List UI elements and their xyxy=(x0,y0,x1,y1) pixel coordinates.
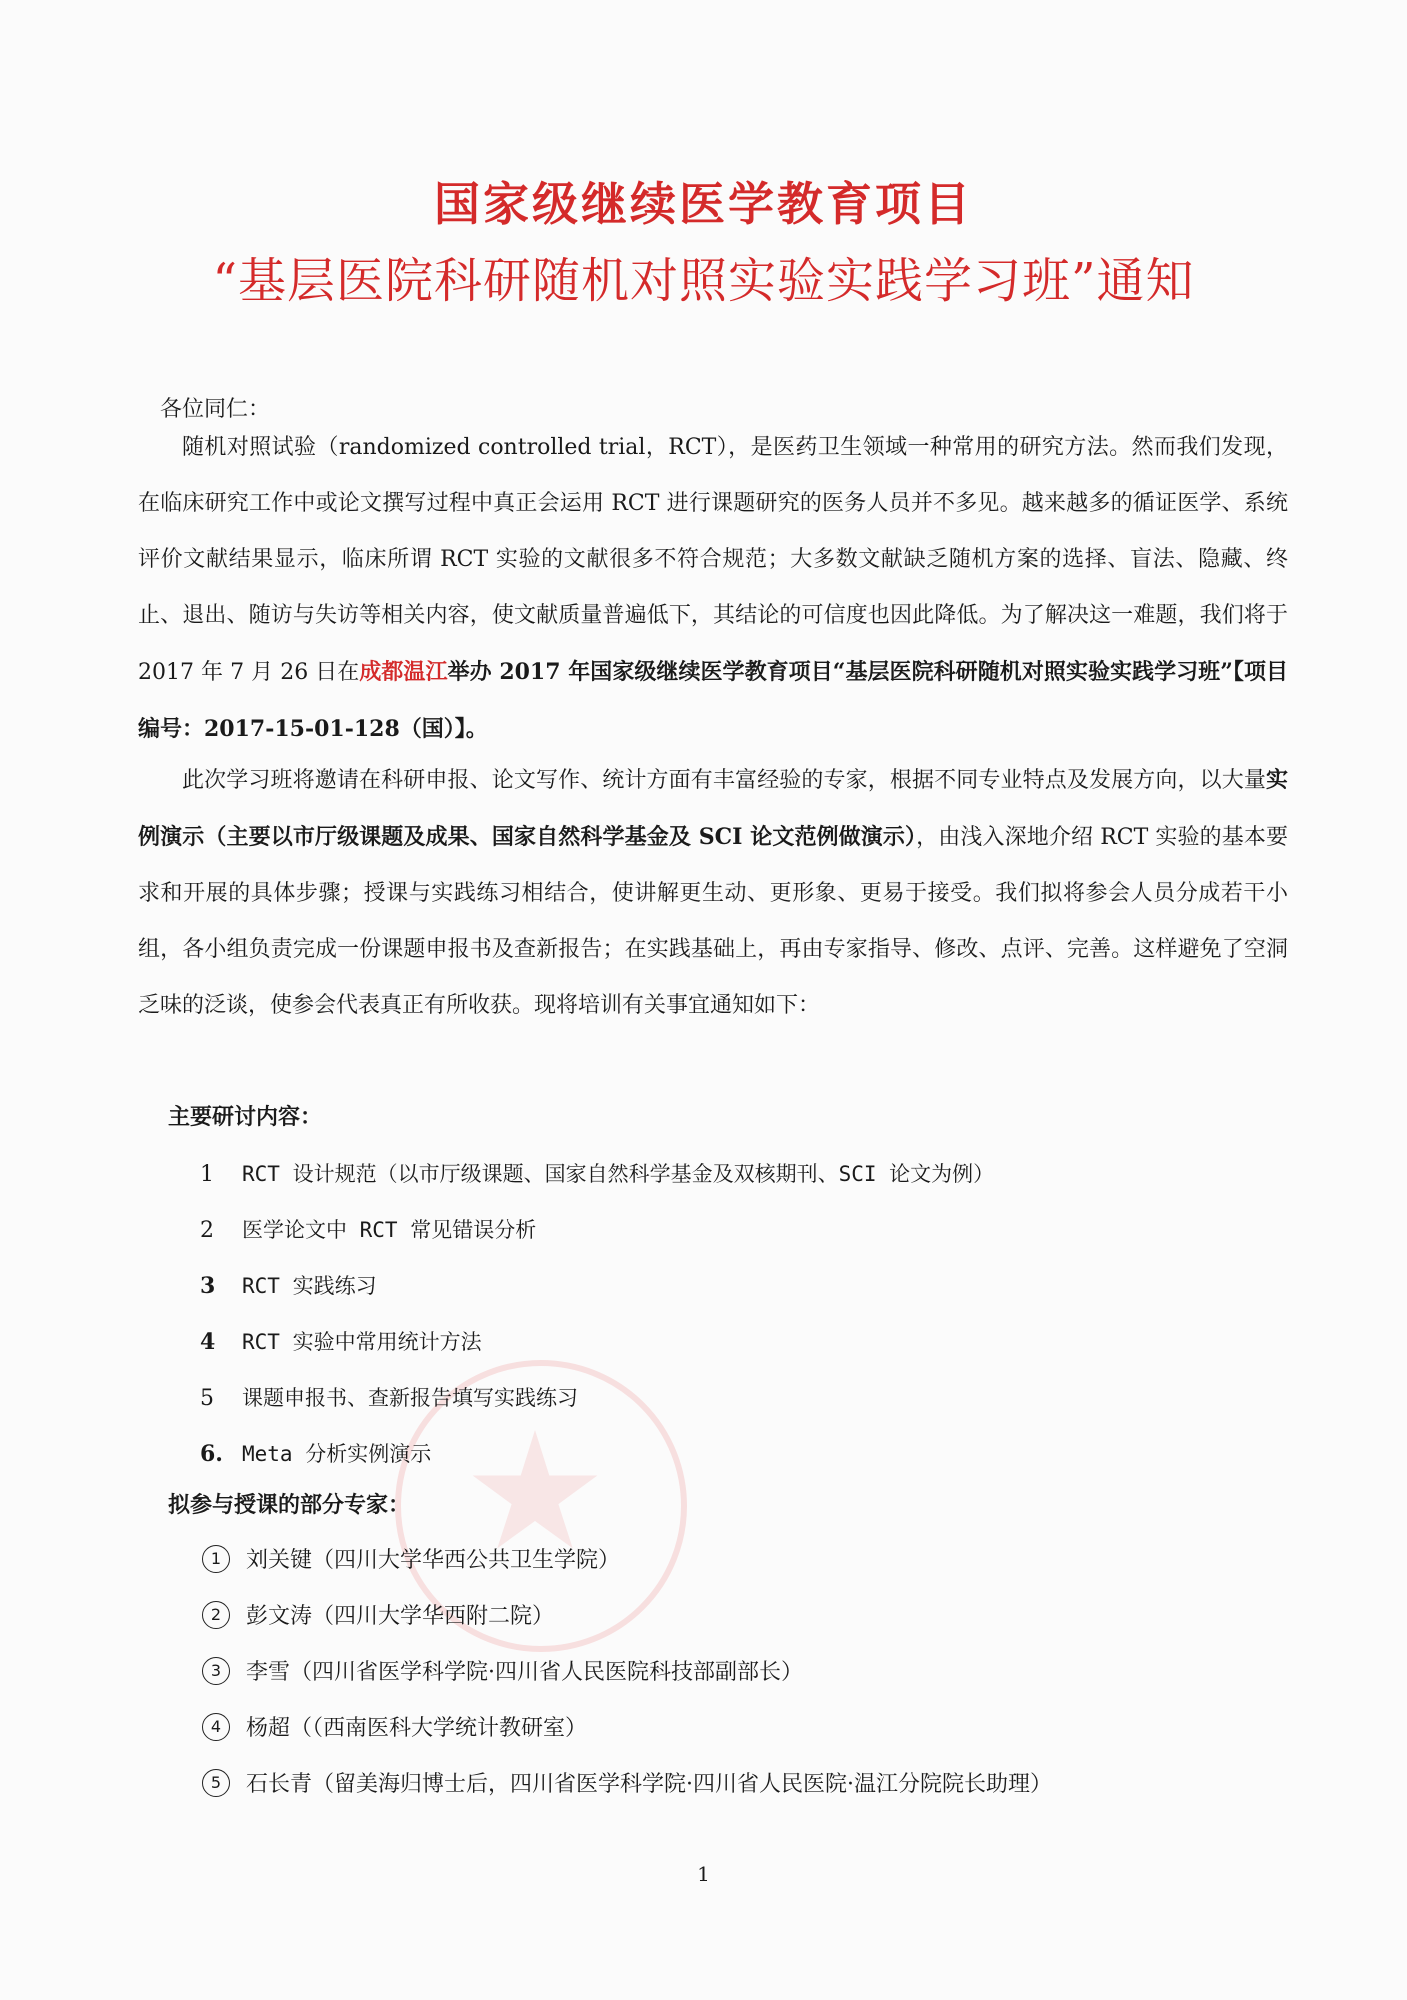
topic-number: 5 xyxy=(200,1386,214,1411)
expert-text: 杨超（（西南医科大学统计教研室） xyxy=(246,1716,588,1741)
description-text-1: 此次学习班将邀请在科研申报、论文写作、统计方面有丰富经验的专家，根据不同专业特点及发展方向，以大量 xyxy=(182,768,1266,793)
list-item xyxy=(200,1370,994,1426)
description-bold-text: 实例演示（主要以市厅级课题及成果、国家自然科学基金及 SCI 论文范例做演示） xyxy=(138,767,1288,850)
circled-number: 5 xyxy=(202,1769,230,1797)
document-subtitle: “基层医院科研随机对照实验实践学习班”通知 xyxy=(212,253,1195,309)
topic-text: 医学论文中 RCT 常见错误分析 xyxy=(242,1218,537,1242)
salutation: 各位同仁： xyxy=(160,397,271,422)
topics-list xyxy=(200,1146,994,1482)
topic-text: 课题申报书、查新报告填写实践练习 xyxy=(242,1386,578,1410)
expert-text: 彭文涛（四川大学华西附二院） xyxy=(246,1604,555,1629)
circled-number: 1 xyxy=(202,1545,230,1573)
list-item xyxy=(202,1533,1052,1589)
topic-number: 4 xyxy=(200,1329,216,1355)
topic-number: 6. xyxy=(200,1441,223,1467)
intro-text-2: 举办 2017 年国家级继续医学教育项目“基层医院科研随机对照实验实践学习班”【项目编号：2017-15-01-128（国）】。 xyxy=(138,659,1288,742)
topic-number: 2 xyxy=(200,1218,214,1243)
circled-number: 4 xyxy=(202,1713,230,1741)
topic-text: RCT 实验中常用统计方法 xyxy=(242,1330,482,1354)
description-paragraph xyxy=(138,752,1288,1034)
list-item xyxy=(202,1757,1052,1813)
intro-paragraph xyxy=(138,420,1288,758)
list-item xyxy=(202,1701,1052,1757)
description-text-2: ，由浅入深地介绍 RCT 实验的基本要求和开展的具体步骤；授课与实践练习相结合，使讲解更生动、更形象、更易于接受。我们拟将参会人员分成若干小组，各小组负责完成一份课题申报书及查新报告；在实践基础上，再由专家指导、修改、点评、完善。这样避免了空洞乏味的泛谈，使参会代表真正有所收获。现将培训有关事宜通知如下： xyxy=(138,825,1288,1018)
topic-number: 3 xyxy=(200,1273,216,1299)
intro-text-1: 随机对照试验（randomized controlled trial，RCT），是医药卫生领域一种常用的研究方法。然而我们发现，在临床研究工作中或论文撰写过程中真正会运用 RCT 进行课题研究的医务人员并不多见。越来越多的循证医学、系统评价文献结果显示，临床所谓 RCT 实验的文献很多不符合规范；大多数文献缺乏随机方案的选择、盲法、隐藏、终止、退出、随访与失访等相关内容，使文献质量普遍低下，其结论的可信度也因此降低。为了解决这一难题，我们将于 2017 年 7 月 26 日在 xyxy=(138,435,1288,685)
topic-text: Meta 分析实例演示 xyxy=(242,1442,432,1466)
event-location: 成都温江 xyxy=(359,659,448,685)
list-item xyxy=(200,1258,994,1314)
list-item xyxy=(200,1202,994,1258)
topic-text: RCT 设计规范（以市厅级课题、国家自然科学基金及双核期刊、SCI 论文为例） xyxy=(242,1162,995,1186)
expert-text: 石长青（留美海归博士后，四川省医学科学院·四川省人民医院·温江分院院长助理） xyxy=(246,1772,1052,1797)
list-item xyxy=(200,1146,994,1202)
expert-text: 李雪（四川省医学科学院·四川省人民医院科技部副部长） xyxy=(246,1660,803,1685)
experts-list xyxy=(202,1533,1052,1813)
list-item xyxy=(202,1645,1052,1701)
topics-heading: 主要研讨内容： xyxy=(168,1104,323,1130)
topic-text: RCT 实践练习 xyxy=(242,1274,377,1298)
list-item xyxy=(200,1314,994,1370)
expert-text: 刘关键（四川大学华西公共卫生学院） xyxy=(246,1548,621,1573)
topic-number: 1 xyxy=(200,1162,214,1187)
document-title: 国家级继续医学教育项目 xyxy=(434,177,973,231)
circled-number: 2 xyxy=(202,1601,230,1629)
circled-number: 3 xyxy=(202,1657,230,1685)
page-number: 1 xyxy=(697,1862,710,1886)
experts-heading: 拟参与授课的部分专家： xyxy=(168,1492,411,1518)
list-item xyxy=(200,1426,994,1482)
list-item xyxy=(202,1589,1052,1645)
